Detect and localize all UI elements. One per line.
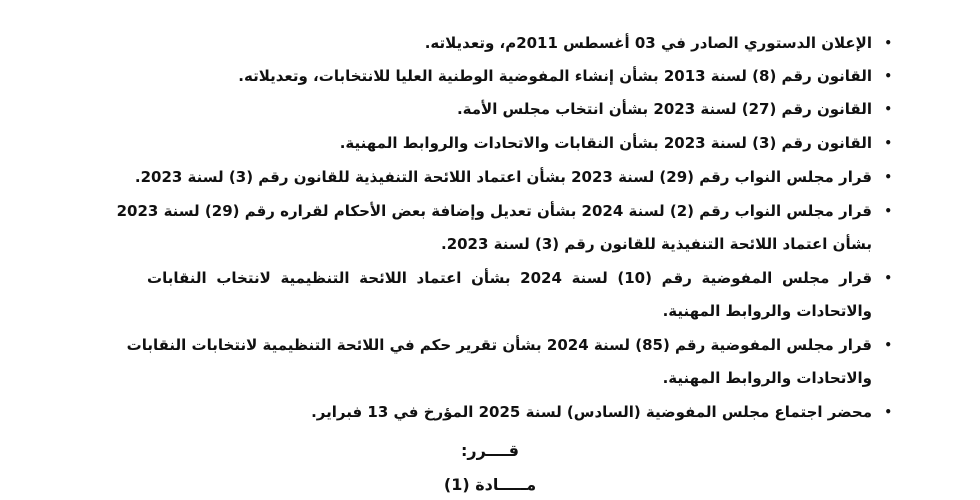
list-item-text: قرار مجلس النواب رقم (2) لسنة 2024 بشأن تعديل وإضافة بعض الأحكام لقراره رقم (29) لسنة 2023 xyxy=(116,202,872,220)
bullet: • xyxy=(884,271,892,285)
list-item-continuation: والاتحادات والروابط المهنية. xyxy=(662,302,872,320)
list-item xyxy=(238,66,892,86)
list-item xyxy=(134,167,892,187)
bullet: • xyxy=(884,102,892,116)
list-item xyxy=(147,268,892,288)
list-item-continuation: والاتحادات والروابط المهنية. xyxy=(662,369,872,387)
list-item-text: القانون رقم (8) لسنة 2013 بشأن إنشاء المفوضية الوطنية العليا للانتخابات، وتعديلاته. xyxy=(238,67,872,85)
list-item-text: محضر اجتماع مجلس المفوضية (السادس) لسنة 2025 المؤرخ في 13 فبراير. xyxy=(311,403,872,421)
article-heading: مـــــادة (1) xyxy=(443,475,537,494)
list-item-text: القانون رقم (3) لسنة 2023 بشأن النقابات والاتحادات والروابط المهنية. xyxy=(339,134,872,152)
bullet: • xyxy=(884,170,892,184)
list-item xyxy=(424,33,892,53)
list-item-continuation: بشأن اعتماد اللائحة التنفيذية للقانون رقم (3) لسنة 2023. xyxy=(440,235,872,253)
list-item xyxy=(339,133,892,153)
decision-heading: قــــرر: xyxy=(461,441,519,460)
list-item xyxy=(116,201,892,221)
list-item-text: قرار مجلس المفوضية رقم (10) لسنة 2024 بشأن اعتماد اللائحة التنظيمية لانتخاب النقابات xyxy=(147,269,873,287)
list-item-text: الإعلان الدستوري الصادر في 03 أغسطس 2011م، وتعديلاته. xyxy=(424,34,872,52)
list-item-text: القانون رقم (27) لسنة 2023 بشأن انتخاب مجلس الأمة. xyxy=(456,100,872,118)
list-item xyxy=(456,99,892,119)
bullet: • xyxy=(884,405,892,419)
bullet: • xyxy=(884,36,892,50)
list-item xyxy=(311,402,892,422)
bullet: • xyxy=(884,69,892,83)
bullet: • xyxy=(884,204,892,218)
list-item-text: قرار مجلس النواب رقم (29) لسنة 2023 بشأن اعتماد اللائحة التنفيذية للقانون رقم (3) لسنة 2023. xyxy=(134,168,872,186)
bullet: • xyxy=(884,338,892,352)
list-item xyxy=(126,335,892,355)
list-item-text: قرار مجلس المفوضية رقم (85) لسنة 2024 بشأن تقرير حكم في اللائحة التنظيمية لانتخابات النقابات xyxy=(126,336,872,354)
bullet: • xyxy=(884,136,892,150)
